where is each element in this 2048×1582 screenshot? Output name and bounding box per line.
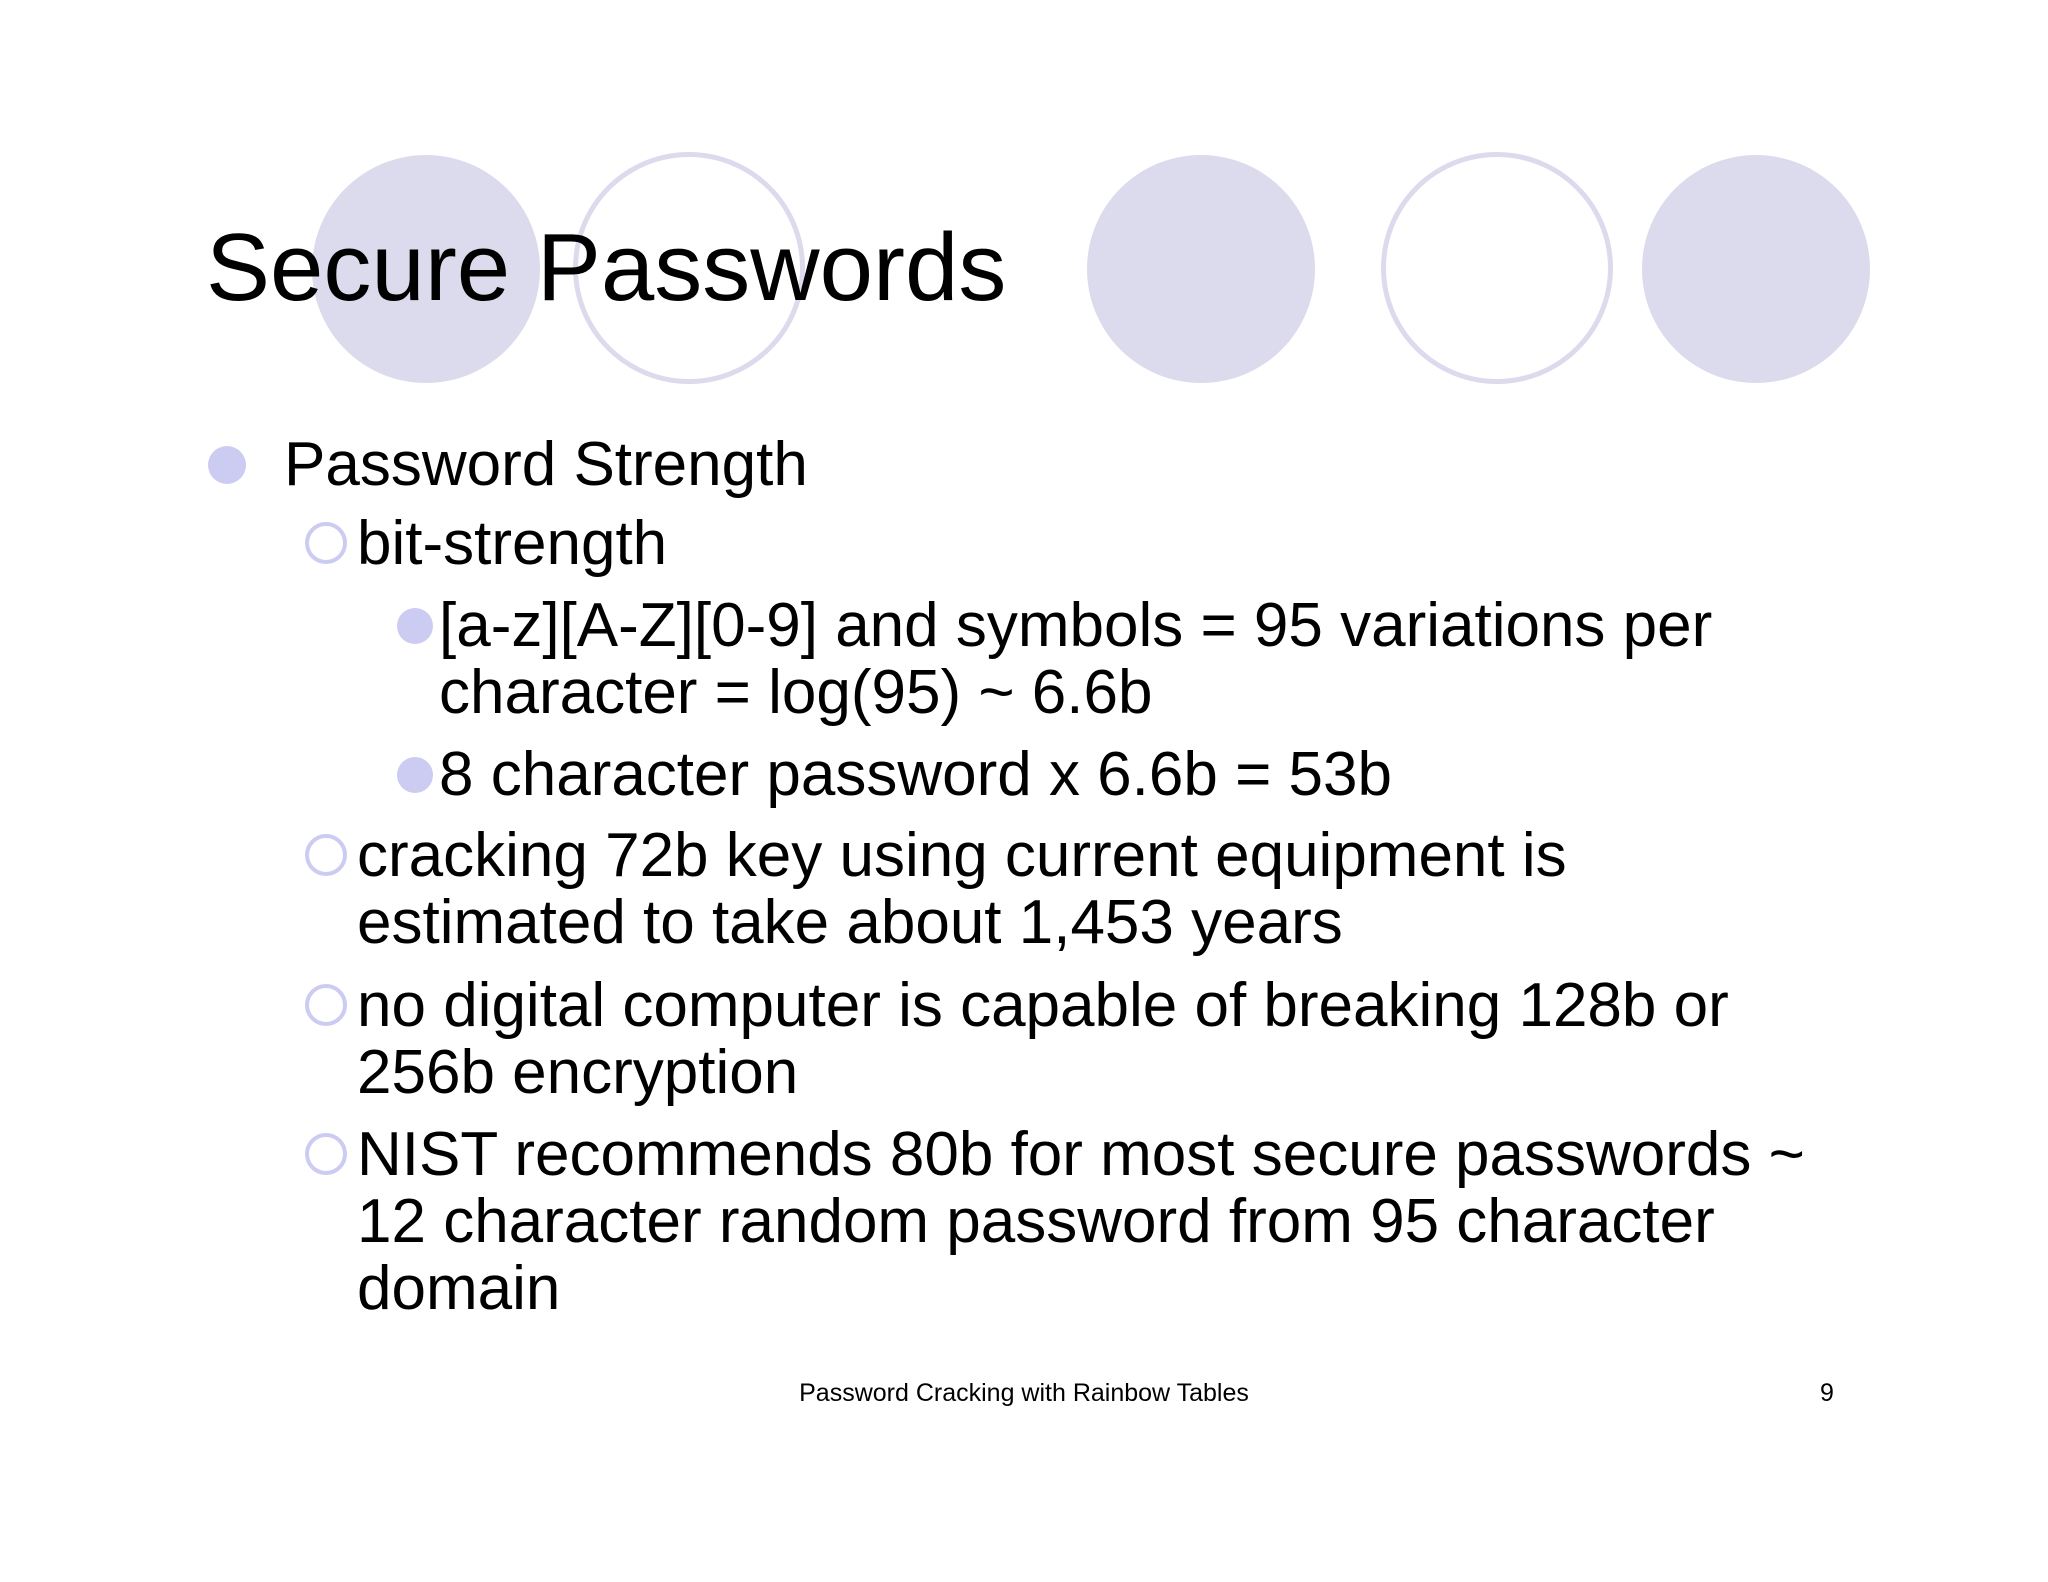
bullet-level-3 <box>397 741 1392 808</box>
bullet-level-2 <box>305 510 667 577</box>
bullet-level-1 <box>208 428 808 502</box>
bullet-text: [a-z][A-Z][0-9] and symbols = 95 variations per character = log(95) ~ 6.6b <box>439 591 1713 727</box>
bullet-text: cracking 72b key using current equipment is estimated to take about 1,453 years <box>357 821 1567 957</box>
ring-bullet-icon <box>305 1133 347 1175</box>
decorative-outline-circle-icon <box>1381 152 1613 384</box>
slide-title: Secure Passwords <box>206 214 1007 321</box>
bullet-text: Password Strength <box>284 430 808 499</box>
ring-bullet-icon <box>305 984 347 1026</box>
ring-bullet-icon <box>305 834 347 876</box>
bullet-text: bit-strength <box>357 509 668 578</box>
filled-bullet-icon <box>208 446 246 484</box>
bullet-level-2 <box>305 972 1745 1106</box>
filled-bullet-icon <box>397 757 433 793</box>
bullet-level-3 <box>397 592 1777 726</box>
bullet-text: NIST recommends 80b for most secure passwords ~ 12 character random password from 95 character domain <box>357 1120 1805 1323</box>
footer-title: Password Cracking with Rainbow Tables <box>799 1379 1249 1407</box>
ring-bullet-icon <box>305 522 347 564</box>
page-number: 9 <box>1820 1379 1834 1407</box>
bullet-text: 8 character password x 6.6b = 53b <box>439 740 1392 809</box>
decorative-filled-circle-icon <box>1642 155 1870 383</box>
bullet-level-2 <box>305 822 1705 956</box>
bullet-level-2 <box>305 1121 1825 1322</box>
filled-bullet-icon <box>397 608 433 644</box>
decorative-filled-circle-icon <box>1087 155 1315 383</box>
bullet-text: no digital computer is capable of breaking 128b or 256b encryption <box>357 971 1729 1107</box>
